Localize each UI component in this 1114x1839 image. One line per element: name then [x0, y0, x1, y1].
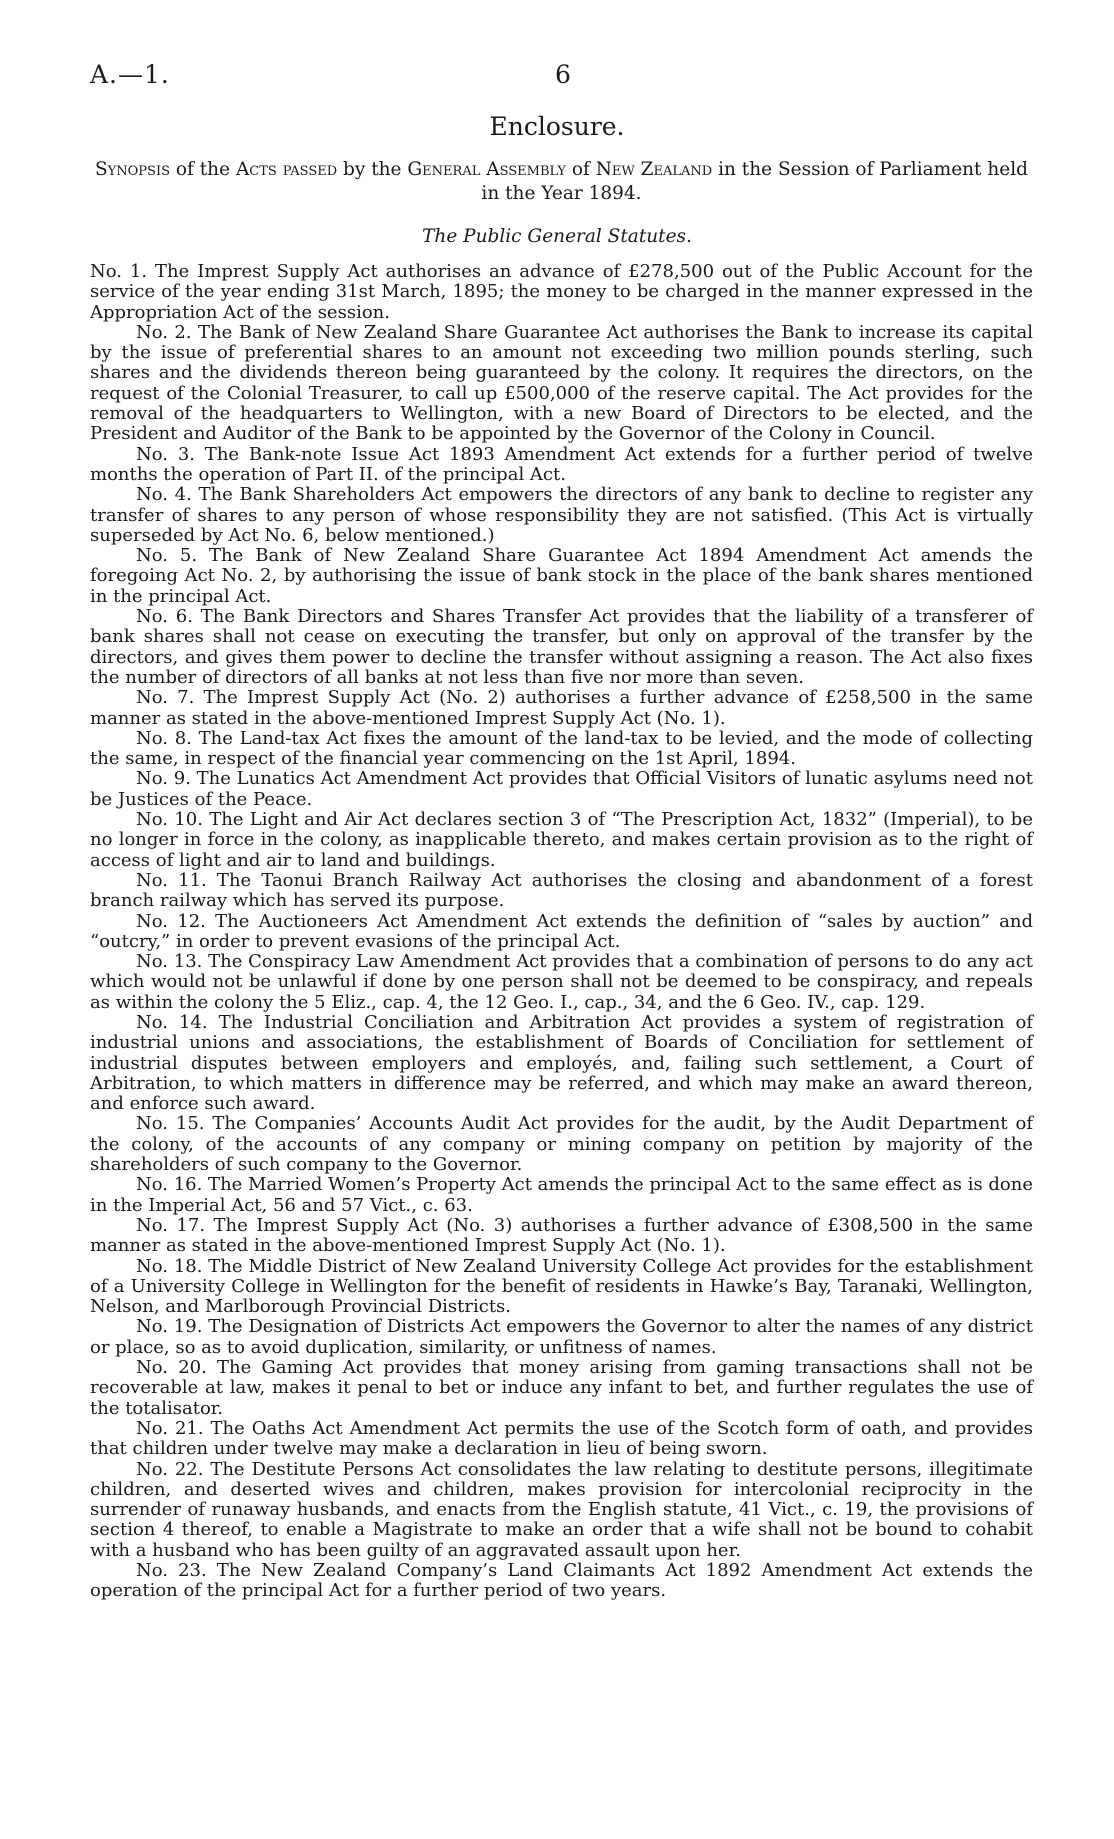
- synopsis-word: of the: [175, 159, 231, 180]
- act-paragraph: No. 9. The Lunatics Act Amendment Act provides that Official Visitors of lunatic asylums need not be Justices of the Peace.: [90, 768, 1033, 810]
- act-paragraph: No. 8. The Land-tax Act fixes the amount of the land-tax to be levied, and the mode of collecting the same, in respect of the financial year commencing on the 1st April, 1894.: [90, 727, 1033, 770]
- acts-list: [90, 262, 1033, 1602]
- act-paragraph: No. 17. The Imprest Supply Act (No. 3) authorises a further advance of £308,500 in the same manner as stated in the above-mentioned Imprest Supply Act (No. 1).: [90, 1214, 1033, 1257]
- act-paragraph: No. 18. The Middle District of New Zealand University College Act provides for the establishment of a University College in Wellington for the benefit of residents in Hawke’s Bay, Taranaki, Wellington, Nelson, and Marlborough Provincial Districts.: [90, 1255, 1033, 1318]
- act-paragraph: No. 5. The Bank of New Zealand Share Guarantee Act 1894 Amendment Act amends the foregoing Act No. 2, by authorising the issue of bank stock in the place of the bank shares mentioned in the principal Act.: [90, 545, 1033, 607]
- page-title: Enclosure.: [489, 112, 625, 141]
- act-paragraph: No. 4. The Bank Shareholders Act empowers the directors of any bank to decline to register any transfer of shares to any person of whose responsibility they are not satisfied. (This Act is virtually superseded by Act No. 6, below mentioned.): [90, 484, 1033, 546]
- act-paragraph: No. 14. The Industrial Conciliation and Arbitration Act provides a system of registration of industrial unions and associations, the establishment of Boards of Conciliation for settlement of industrial disputes between employers and employés, and, failing such settlement, a Court of Arbitration, to which matters in difference may be referred, and which may make an award thereon, and enforce such award.: [90, 1011, 1033, 1115]
- synopsis-word: of: [571, 159, 590, 180]
- document-reference: A.—1.: [90, 60, 170, 89]
- synopsis-word: in the Session of Parliament held in the Year 1894.: [481, 159, 1028, 204]
- synopsis-heading: [90, 158, 1033, 206]
- synopsis-word: New Zealand: [595, 159, 713, 180]
- act-paragraph: No. 13. The Conspiracy Law Amendment Act provides that a combination of persons to do any act which would not be unlawful if done by one person shall not be deemed to be conspiracy, and repeals as within the colony the 5 Eliz., cap. 4, the 12 Geo. I., cap., 34, and the 6 Geo. IV., cap. 129.: [90, 951, 1033, 1013]
- act-paragraph: No. 21. The Oaths Act Amendment Act permits the use of the Scotch form of oath, and provides that children under twelve may make a declaration in lieu of being sworn.: [90, 1417, 1033, 1460]
- act-paragraph: No. 22. The Destitute Persons Act consolidates the law relating to destitute persons, illegitimate children, and deserted wives and children, makes provision for intercolonial reciprocity in the surrender of runaway husbands, and enacts from the English statute, 41 Vict., c. 19, the provisions of section 4 thereof, to enable a Magistrate to make an order that a wife shall not be bound to cohabit with a husband who has been guilty of an aggravated assault upon her.: [90, 1458, 1033, 1561]
- act-paragraph: No. 11. The Taonui Branch Railway Act authorises the closing and abandonment of a forest branch railway which has served its purpose.: [90, 869, 1033, 912]
- act-paragraph: No. 3. The Bank-note Issue Act 1893 Amendment Act extends for a further period of twelve months the operation of Part II. of the principal Act.: [90, 443, 1033, 485]
- synopsis-word: Acts passed: [235, 159, 338, 180]
- act-paragraph: No. 7. The Imprest Supply Act (No. 2) authorises a further advance of £258,500 in the same manner as stated in the above-mentioned Imprest Supply Act (No. 1).: [90, 687, 1033, 729]
- page-number: 6: [555, 60, 571, 89]
- act-paragraph: No. 1. The Imprest Supply Act authorises an advance of £278,500 out of the Public Account for the service of the year ending 31st March, 1895; the money to be charged in the manner expressed in the Appropriation Act of the session.: [90, 261, 1033, 323]
- act-paragraph: No. 23. The New Zealand Company’s Land Claimants Act 1892 Amendment Act extends the operation of the principal Act for a further period of two years.: [90, 1560, 1033, 1602]
- synopsis-word: by the: [343, 159, 402, 180]
- act-paragraph: No. 19. The Designation of Districts Act empowers the Governor to alter the names of any district or place, so as to avoid duplication, similarity, or unfitness of names.: [90, 1316, 1033, 1358]
- act-paragraph: No. 20. The Gaming Act provides that money arising from gaming transactions shall not be recoverable at law, makes it penal to bet or induce any infant to bet, and further regulates the use of the totalisator.: [90, 1357, 1033, 1419]
- act-paragraph: No. 16. The Married Women’s Property Act amends the principal Act to the same effect as is done in the Imperial Act, 56 and 57 Vict., c. 63.: [90, 1174, 1034, 1216]
- act-paragraph: No. 15. The Companies’ Accounts Audit Act provides for the audit, by the Audit Department of the colony, of the accounts of any company or mining company on petition by majority of the shareholders of such company to the Governor.: [90, 1113, 1033, 1176]
- synopsis-word: General Assembly: [407, 159, 566, 180]
- act-paragraph: No. 12. The Auctioneers Act Amendment Act extends the definition of “sales by auction” and “outcry,” in order to prevent evasions of the principal Act.: [90, 910, 1033, 952]
- act-paragraph: No. 10. The Light and Air Act declares section 3 of “The Prescription Act, 1832” (Imperial), to be no longer in force in the colony, as inapplicable thereto, and makes certain provision as to the right of access of light and air to land and buildings.: [90, 809, 1033, 871]
- act-paragraph: No. 6. The Bank Directors and Shares Transfer Act provides that the liability of a transferer of bank shares shall not cease on executing the transfer, but only on approval of the transfer by the directors, and gives them power to decline the transfer without assigning a reason. The Act also fixes the number of directors of all banks at not less than five nor more than seven.: [90, 606, 1033, 688]
- synopsis-word: Synopsis: [95, 159, 170, 180]
- act-paragraph: No. 2. The Bank of New Zealand Share Guarantee Act authorises the Bank to increase its capital by the issue of preferential shares to an amount not exceeding two million pounds sterling, such shares and the dividends thereon being guaranteed by the colony. It requires the directors, on the request of the Colonial Treasurer, to call up £500,000 of the reserve capital. The Act provides for the removal of the headquarters to Wellington, with a new Board of Directors to be elected, and the President and Auditor of the Bank to be appointed by the Governor of the Colony in Council.: [90, 321, 1033, 445]
- section-heading: The Public General Statutes.: [422, 226, 692, 247]
